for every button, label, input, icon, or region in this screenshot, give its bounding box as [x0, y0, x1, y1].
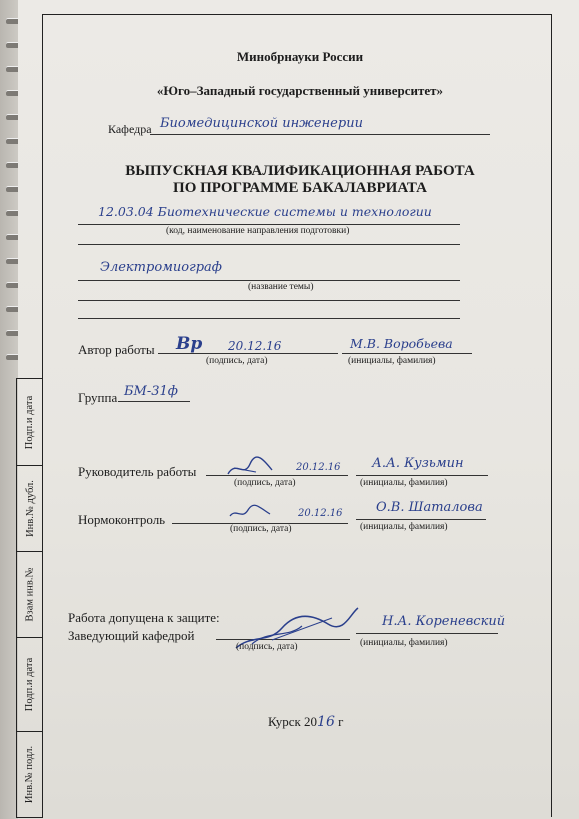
side-cell-replace-inv [17, 551, 43, 638]
topic-handwritten: Электромиограф [100, 260, 222, 275]
department-underline [150, 134, 490, 135]
head-name-caption: (инициалы, фамилия) [360, 638, 448, 648]
ministry-name: Минобрнауки России [236, 49, 364, 64]
normcontrol-date: 20.12.16 [298, 508, 343, 519]
year-handwritten: 16 [317, 714, 335, 730]
group-underline [118, 401, 190, 402]
topic-extra-line-1 [78, 300, 460, 301]
direction-underline [78, 224, 460, 225]
side-cell-sign-date-2 [17, 637, 43, 732]
direction-handwritten: 12.03.04 Биотехнические системы и технологии [98, 204, 432, 219]
side-label: Инв.№ подл. [24, 745, 36, 803]
group-label: Группа [78, 390, 118, 405]
direction-extra-line [78, 244, 460, 245]
supervisor-name-caption: (инициалы, фамилия) [360, 478, 448, 488]
side-cell-orig-inv [17, 731, 43, 817]
group-value: БМ-31ф [124, 384, 178, 399]
admission-text: Работа допущена к защите: [68, 610, 220, 625]
side-label: Инв.№ дубл. [24, 479, 36, 537]
supervisor-sign-caption: (подпись, дата) [234, 478, 296, 488]
supervisor-date: 20.12.16 [296, 462, 341, 473]
department-handwritten: Биомедицинской инженерии [160, 116, 363, 131]
author-name-caption: (инициалы, фамилия) [348, 356, 436, 366]
work-title-line2: ПО ПРОГРАММЕ БАКАЛАВРИАТА [173, 180, 427, 196]
normcontrol-name-caption: (инициалы, фамилия) [360, 522, 448, 532]
head-name-line [356, 633, 498, 634]
topic-extra-line-2 [78, 318, 460, 319]
side-label: Взам инв.№ [24, 567, 36, 621]
author-date: 20.12.16 [228, 339, 282, 353]
author-label: Автор работы [78, 342, 155, 357]
side-cell-dup-inv [17, 465, 43, 552]
head-sign-caption: (подпись, дата) [236, 642, 298, 652]
side-label: Подп.и дата [24, 395, 36, 449]
supervisor-name: А.А. Кузьмин [372, 456, 464, 471]
author-name: М.В. Воробьева [350, 336, 453, 351]
supervisor-name-line [356, 475, 488, 476]
year-suffix: г [334, 714, 344, 729]
normcontrol-label: Нормоконтроль [78, 512, 166, 527]
topic-caption: (название темы) [248, 282, 314, 292]
direction-caption: (код, наименование направления подготовки) [166, 226, 350, 236]
city-label: Курск 20 [268, 714, 318, 729]
head-name: Н.А. Кореневский [382, 614, 506, 629]
normcontrol-name-line [356, 519, 486, 520]
side-stamp-table [16, 378, 43, 818]
side-cell-sign-date-1 [17, 379, 43, 466]
work-title-line1: ВЫПУСКНАЯ КВАЛИФИКАЦИОННАЯ РАБОТА [125, 163, 475, 179]
supervisor-label: Руководитель работы [78, 464, 197, 479]
author-signature: Вр [176, 334, 203, 354]
head-of-department-label: Заведующий кафедрой [68, 628, 195, 643]
department-label: Кафедра [108, 122, 152, 136]
topic-underline [78, 280, 460, 281]
side-label: Подп.и дата [24, 657, 36, 711]
author-sign-caption: (подпись, дата) [206, 356, 268, 366]
normcontrol-name: О.В. Шаталова [376, 500, 483, 515]
normcontrol-sign-caption: (подпись, дата) [230, 524, 292, 534]
university-name: «Юго–Западный государственный университет» [156, 83, 444, 98]
author-name-line [342, 353, 472, 354]
normcontrol-signature-icon [228, 502, 272, 524]
supervisor-signature-icon [226, 456, 276, 480]
city-year [268, 714, 343, 730]
